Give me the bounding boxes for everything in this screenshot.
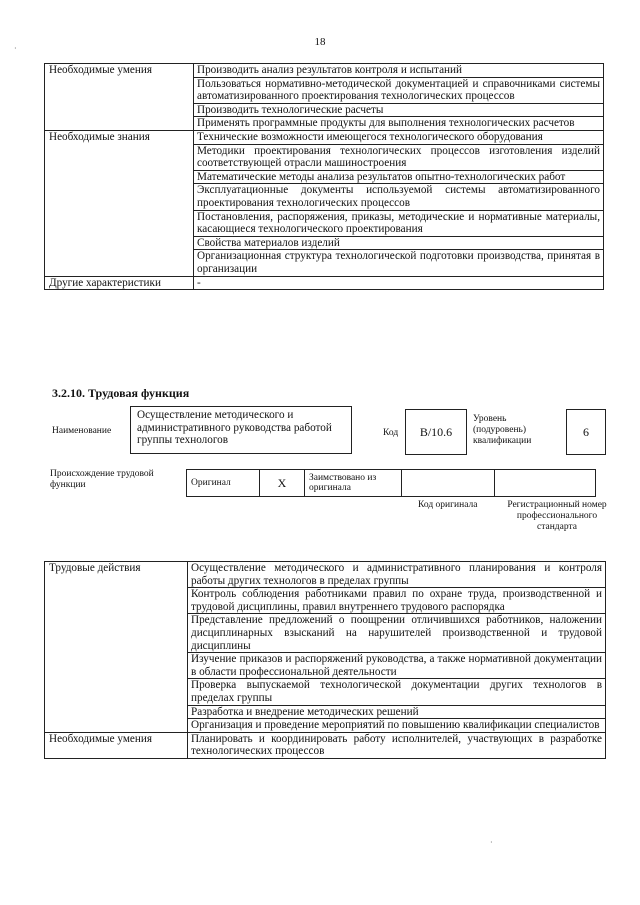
cell-knowledge-4: Эксплуатационные документы используемой системы автоматизированного проектирования технологических процессов [194, 184, 604, 210]
cell-action-1: Осуществление методического и административного планирования и контроля работы других технологов в пределах группы [188, 562, 606, 588]
cell-knowledge-6: Свойства материалов изделий [194, 236, 604, 250]
row-label-skills-2: Необходимые умения [45, 732, 188, 758]
cell-knowledge-2: Методики проектирования технологических процессов изготовления изделий соответствующей отрасли машиностроения [194, 144, 604, 170]
reg-number-cell [495, 470, 596, 497]
level-value: 6 [566, 409, 606, 455]
scan-dot: · [490, 838, 493, 847]
origin-table [186, 469, 596, 497]
page-number: 18 [314, 36, 326, 48]
cell-knowledge-7: Организационная структура технологической подготовки производства, принятая в организации [194, 250, 604, 276]
name-value: Осуществление методического и административного руководства работой группы технологов [130, 406, 352, 454]
cell-action-4: Изучение приказов и распоряжений руководства, а также нормативной документации в области профессиональной деятельности [188, 653, 606, 679]
cell-other-1: - [194, 276, 604, 290]
code-original-cell [402, 470, 495, 497]
cell-knowledge-5: Постановления, распоряжения, приказы, методические и нормативные материалы, касающиеся технологического проектирования [194, 210, 604, 236]
cell-skill-2: Пользоваться нормативно-методической документацией и справочниками системы автоматизированного проектирования технологических процессов [194, 77, 604, 103]
cell-skill2-1: Планировать и координировать работу исполнителей, участвующих в разработке технологических процессов [188, 732, 606, 758]
row-label-actions: Трудовые действия [45, 562, 188, 733]
row-label-skills: Необходимые умения [45, 64, 194, 131]
cell-action-5: Проверка выпускаемой технологической документации других технологов в пределах группы [188, 679, 606, 705]
cell-skill-1: Производить анализ результатов контроля и испытаний [194, 64, 604, 78]
labor-actions-table [44, 561, 606, 759]
row-label-other: Другие характеристики [45, 276, 194, 290]
origin-label: Происхождение трудовой функции [50, 469, 154, 490]
section-title: 3.2.10. Трудовая функция [52, 386, 190, 400]
cell-action-2: Контроль соблюдения работниками правил по охране труда, производственной и трудовой дисциплины, правил внутреннего трудового распорядка [188, 588, 606, 614]
cell-skill-3: Производить технологические расчеты [194, 103, 604, 117]
borrowed-label: Заимствовано из оригинала [305, 470, 402, 497]
code-label: Код [383, 428, 399, 438]
code-value: B/10.6 [405, 409, 467, 455]
cell-knowledge-3: Математические методы анализа результатов опытно-технологических работ [194, 170, 604, 184]
original-mark: X [260, 470, 305, 497]
name-label: Наименование [52, 426, 112, 436]
skills-knowledge-table [44, 63, 604, 290]
level-label: Уровень (подуровень) квалификации [473, 414, 532, 446]
original-label: Оригинал [187, 470, 260, 497]
row-label-knowledge: Необходимые знания [45, 130, 194, 276]
scan-dot: · [14, 44, 17, 53]
cell-knowledge-1: Технические возможности имеющегося технологического оборудования [194, 130, 604, 144]
cell-action-3: Представление предложений о поощрении отличившихся работников, наложении дисциплинарных взысканий на нарушителей производственной и трудовой дисциплины [188, 614, 606, 653]
reg-number-label: Регистрационный номер профессионального стандарта [507, 500, 607, 532]
cell-action-7: Организация и проведение мероприятий по повышению квалификации специалистов [188, 719, 606, 733]
cell-skill-4: Применять программные продукты для выполнения технологических расчетов [194, 117, 604, 131]
cell-action-6: Разработка и внедрение методических решений [188, 705, 606, 719]
code-original-label: Код оригинала [418, 500, 478, 510]
